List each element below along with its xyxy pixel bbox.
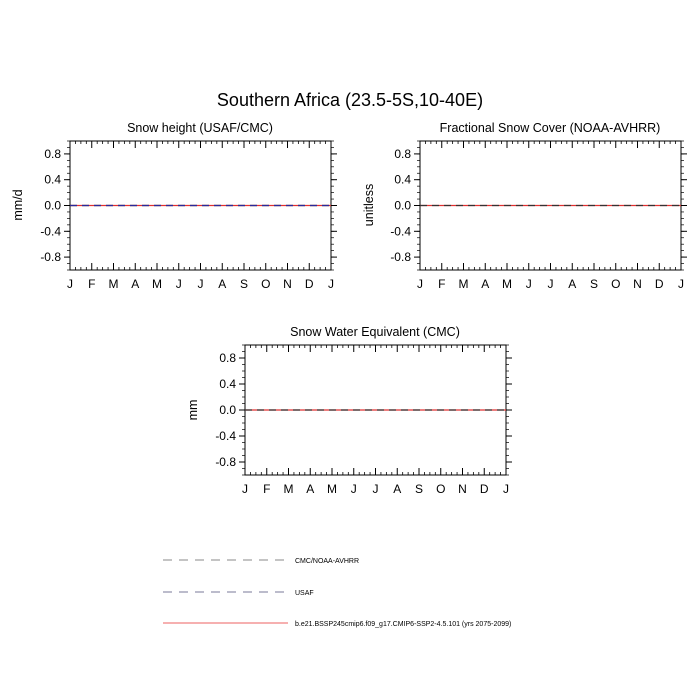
x-tick-label: M — [108, 277, 119, 291]
x-tick-label: O — [611, 277, 621, 291]
x-tick-label: J — [525, 277, 532, 291]
x-tick-label: J — [328, 277, 334, 291]
x-tick-label: S — [239, 277, 249, 291]
y-tick-label: 0.4 — [394, 172, 411, 187]
x-tick-label: F — [263, 482, 271, 496]
figure-title: Southern Africa (23.5-5S,10-40E) — [216, 90, 484, 110]
x-tick-label: J — [417, 277, 423, 291]
legend-label: b.e21.BSSP245cmip6.f09_g17.CMIP6-SSP2-4.5.101 (yrs 2075-2099) — [295, 621, 512, 628]
y-tick-label: -0.8 — [215, 455, 236, 469]
y-tick-label: 0.0 — [394, 198, 411, 213]
x-tick-label: D — [479, 482, 489, 496]
x-tick-label: N — [458, 482, 467, 496]
x-tick-label: D — [654, 277, 664, 291]
legend-label: CMC/NOAA-AVHRR — [295, 558, 360, 565]
y-tick-label: 0.8 — [219, 351, 236, 365]
x-tick-label: J — [503, 482, 509, 496]
x-tick-label: M — [502, 277, 512, 291]
legend-label: USAF — [295, 590, 314, 597]
x-tick-label: F — [88, 277, 96, 291]
y-tick-label: -0.8 — [40, 250, 61, 265]
x-tick-label: J — [350, 482, 357, 496]
x-tick-label: S — [589, 277, 599, 291]
y-tick-label: -0.4 — [215, 429, 236, 443]
x-tick-label: N — [283, 277, 292, 291]
y-tick-label: 0.8 — [394, 146, 411, 161]
y-tick-label: 0.4 — [44, 172, 61, 187]
x-tick-label: A — [306, 482, 315, 496]
y-tick-label: -0.4 — [390, 224, 411, 239]
x-tick-label: O — [261, 277, 271, 291]
x-tick-label: J — [242, 482, 248, 496]
panel-snow-water-equivalent — [186, 325, 512, 496]
x-tick-label: F — [438, 277, 446, 291]
x-tick-label: M — [327, 482, 337, 496]
x-tick-label: A — [481, 277, 490, 291]
y-tick-label: 0.0 — [44, 198, 61, 213]
y-axis-label: mm — [186, 399, 200, 421]
panel-title: Snow Water Equivalent (CMC) — [290, 325, 460, 339]
y-tick-label: -0.4 — [40, 224, 61, 239]
x-tick-label: O — [436, 482, 446, 496]
panel-snow-height — [11, 121, 337, 291]
x-tick-label: M — [458, 277, 469, 291]
x-tick-label: S — [414, 482, 424, 496]
x-tick-label: M — [152, 277, 162, 291]
x-tick-label: A — [568, 277, 577, 291]
legend — [163, 558, 511, 628]
y-tick-label: 0.8 — [44, 146, 61, 161]
x-tick-label: A — [218, 277, 227, 291]
x-tick-label: M — [283, 482, 294, 496]
x-tick-label: A — [393, 482, 402, 496]
y-tick-label: 0.4 — [219, 377, 236, 391]
panel-title: Fractional Snow Cover (NOAA-AVHRR) — [439, 121, 661, 135]
x-tick-label: J — [175, 277, 182, 291]
panel-title: Snow height (USAF/CMC) — [127, 121, 273, 135]
y-axis-label: unitless — [362, 183, 376, 227]
x-tick-label: J — [67, 277, 73, 291]
x-tick-label: J — [372, 482, 379, 496]
y-tick-label: -0.8 — [390, 250, 411, 265]
panel-fractional-snow-cover — [362, 121, 687, 291]
y-tick-label: 0.0 — [219, 403, 236, 417]
x-tick-label: N — [633, 277, 642, 291]
y-axis-label: mm/d — [11, 189, 25, 221]
x-tick-label: J — [678, 277, 684, 291]
x-tick-label: J — [197, 277, 204, 291]
x-tick-label: D — [304, 277, 314, 291]
x-tick-label: A — [131, 277, 140, 291]
x-tick-label: J — [547, 277, 554, 291]
